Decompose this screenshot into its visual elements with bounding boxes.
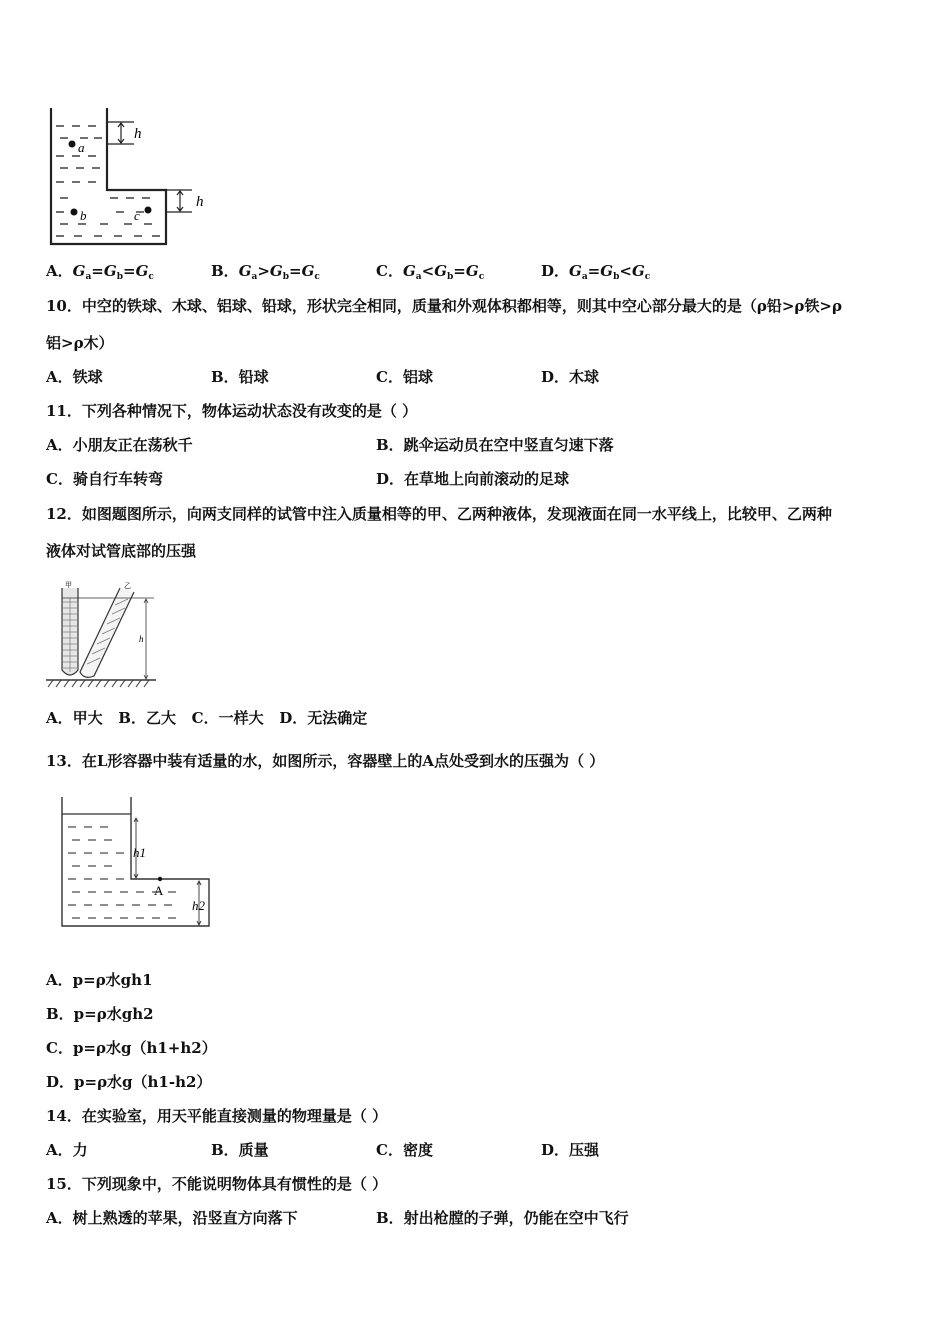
q13-option-d: D．p=ρ水g（h1-h2） [46, 1073, 212, 1091]
q13-option-c: C．p=ρ水g（h1+h2） [46, 1039, 217, 1057]
q11-option-b: B．跳伞运动员在空中竖直匀速下落 [376, 436, 614, 454]
q12-figure [44, 580, 159, 690]
q11-option-d: D．在草地上向前滚动的足球 [376, 470, 570, 488]
q10-option-d: D．木球 [541, 368, 600, 386]
q14-option-b: B．质量 [211, 1141, 269, 1159]
q9-option-c: C．$G_a<G_b=G_c$ [376, 262, 485, 282]
point-b [71, 209, 78, 216]
q13-figure [56, 794, 216, 934]
q9-figure [44, 104, 224, 249]
q10-option-a: A．铁球 [46, 368, 103, 386]
label-a: A [154, 883, 164, 898]
point-a [158, 877, 162, 881]
point-a [69, 141, 76, 148]
q9-option-b: B．$G_a>G_b=G_c$ [211, 262, 320, 282]
q13-option-b: B．p=ρ水gh2 [46, 1005, 154, 1023]
q14-option-c: C．密度 [376, 1141, 433, 1159]
q10-option-c: C．铝球 [376, 368, 433, 386]
q10-stem-line1: 10．中空的铁球、木球、铝球、铅球，形状完全相同，质量和外观体积都相等，则其中空心部分最大的是（ρ铅>ρ铁>ρ [46, 297, 842, 315]
label-jia: 甲 [65, 581, 72, 589]
q14-option-d: D．压强 [541, 1141, 600, 1159]
q9-option-d: D．$G_a=G_b<G_c$ [541, 262, 651, 282]
label-h: h [139, 634, 144, 644]
label-b: b [80, 208, 87, 223]
label-h1: h1 [133, 845, 146, 860]
q11-stem: 11．下列各种情况下，物体运动状态没有改变的是（ ） [46, 402, 418, 420]
label-h-top: h [134, 126, 142, 142]
q15-stem: 15．下列现象中，不能说明物体具有惯性的是（ ） [46, 1175, 388, 1193]
q12-options: A．甲大 B．乙大 C．一样大 D．无法确定 [46, 709, 368, 727]
label-a: a [78, 140, 85, 155]
label-yi: 乙 [124, 582, 131, 590]
q12-stem-line1: 12．如图题图所示，向两支同样的试管中注入质量相等的甲、乙两种液体，发现液面在同一水平线上，比较甲、乙两种 [46, 505, 832, 523]
label-c: c [134, 208, 140, 223]
q14-option-a: A．力 [46, 1141, 88, 1159]
label-h-right: h [196, 194, 204, 210]
q13-option-a: A．p=ρ水gh1 [46, 971, 153, 989]
q10-stem-line2: 铝>ρ木） [46, 334, 114, 352]
q15-option-b: B．射出枪膛的子弹，仍能在空中飞行 [376, 1209, 629, 1227]
q12-stem-line2: 液体对试管底部的压强 [46, 542, 197, 560]
q9-option-a: A．$G_a=G_b=G_c$ [46, 262, 154, 282]
q14-stem: 14．在实验室，用天平能直接测量的物理量是（ ） [46, 1107, 388, 1125]
point-c [145, 207, 152, 214]
q11-option-a: A．小朋友正在荡秋千 [46, 436, 193, 454]
q11-option-c: C．骑自行车转弯 [46, 470, 163, 488]
q10-option-b: B．铅球 [211, 368, 269, 386]
q15-option-a: A．树上熟透的苹果，沿竖直方向落下 [46, 1209, 298, 1227]
q13-stem: 13．在L形容器中装有适量的水，如图所示，容器壁上的A点处受到水的压强为（ ） [46, 752, 605, 770]
label-h2: h2 [192, 898, 205, 913]
